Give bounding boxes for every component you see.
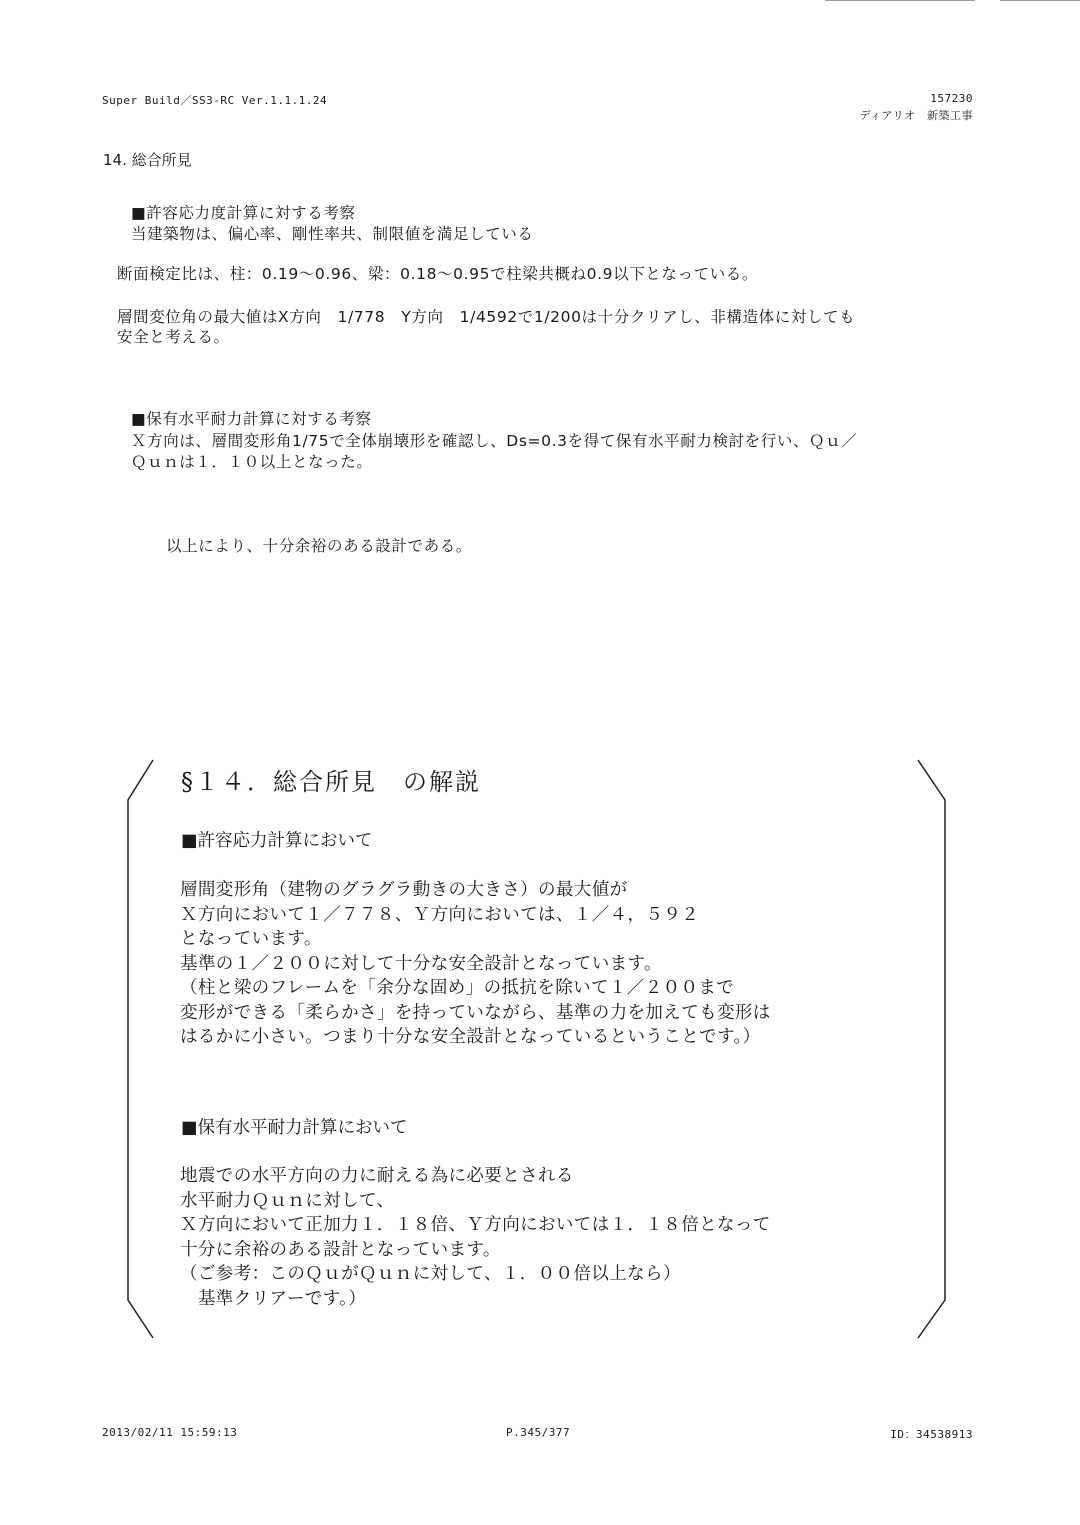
allowable-stress-line: 層間変位角の最大値はX方向 1/778 Y方向 1/4592で1/200は十分クリアし、非構造体に対しても (117, 308, 856, 326)
commentary-line: 十分に余裕のある設計となっています。 (180, 1239, 501, 1260)
commentary-line: はるかに小さい。つまり十分な安全設計となっているということです。） (180, 1027, 761, 1047)
commentary-line: Ｘ方向において正加力１．１８倍、Ｙ方向においては１．１８倍となって (180, 1215, 771, 1235)
project-name: ディアリオ 新築工事 (859, 109, 973, 122)
page-number: P.345/377 (506, 1426, 571, 1439)
software-version: Super Build／SS3-RC Ver.1.1.1.24 (102, 94, 328, 107)
commentary-allowable-heading: ■許容応力計算において (181, 831, 373, 851)
conclusion-text: 以上により、十分余裕のある設計である。 (166, 537, 472, 555)
document-id: ID：34538913 (890, 1428, 973, 1441)
commentary-line: （柱と梁のフレームを「余分な固め」の抵抗を除いて１／２００まで (180, 978, 735, 998)
print-datetime: 2013/02/11 15:59:13 (102, 1426, 238, 1439)
doc-number: 157230 (930, 92, 973, 105)
allowable-stress-heading: ■許容応力度計算に対する考察 (131, 204, 356, 222)
commentary-line: 基準クリアーです。） (180, 1288, 367, 1309)
horizontal-capacity-line: Ｘ方向は、層間変形角1/75で全体崩壊形を確認し、Ds=0.3を得て保有水平耐力検討を行い、Ｑｕ／ (131, 432, 858, 450)
horizontal-capacity-heading: ■保有水平耐力計算に対する考察 (131, 410, 372, 428)
commentary-title: §１４．総合所見 の解説 (181, 768, 481, 796)
commentary-line: Ｘ方向において１／７７８、Ｙ方向においては、１／４，５９２ (180, 904, 700, 925)
allowable-stress-line: 断面検定比は、柱：0.19～0.96、梁：0.18～0.95で柱梁共概ね0.9以下となっている。 (117, 265, 758, 283)
allowable-stress-line: 安全と考える。 (117, 328, 230, 346)
section-title: 14. 総合所見 (103, 151, 192, 169)
commentary-horizontal-heading: ■保有水平耐力計算において (181, 1118, 408, 1138)
commentary-line: となっています。 (180, 929, 322, 949)
commentary-horizontal-text (180, 1164, 771, 1311)
commentary-line: 水平耐力Ｑｕｎに対して、 (180, 1190, 395, 1211)
commentary-line: 変形ができる「柔らかさ」を持っていながら、基準の力を加えても変形は (180, 1002, 771, 1023)
commentary-line: 層間変形角（建物のグラグラ動きの大きさ）の最大値が (180, 880, 628, 900)
commentary-allowable-text (180, 878, 771, 1050)
allowable-stress-line: 当建築物は、偏心率、剛性率共、制限値を満足している (131, 225, 534, 243)
commentary-line: （ご参考：このＱｕがＱｕｎに対して、１．００倍以上なら） (180, 1264, 681, 1284)
commentary-line: 基準の１／２００に対して十分な安全設計となっています。 (180, 953, 662, 974)
commentary-line: 地震での水平方向の力に耐える為に必要とされる (180, 1166, 574, 1186)
horizontal-capacity-line: Ｑｕｎは１．１０以上となった。 (131, 453, 373, 471)
